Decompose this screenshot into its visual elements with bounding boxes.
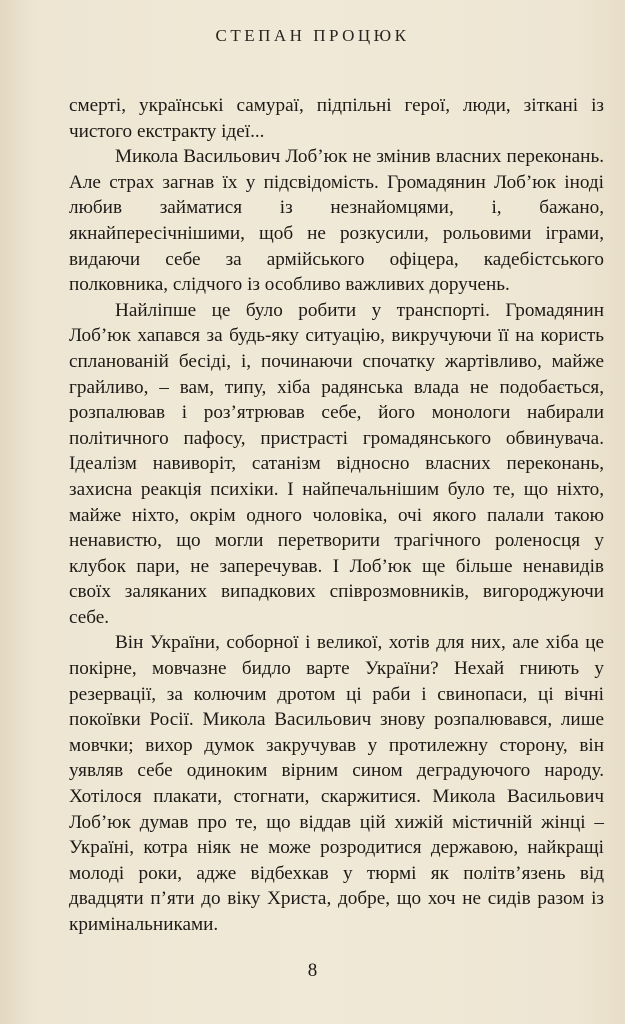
page-number: 8 [307, 960, 318, 981]
running-head-author: СТЕПАН ПРОЦЮК [215, 26, 410, 45]
paragraph-4: Він України, соборної і великої, хотів для них, але хіба це покірне, мовчазне бидло варте України? Нехай гниють у резервації, за колючим дротом ці раби і свинопаси, ці вічні покоївки Росії. Микола Васильович знову розпалювався, лише мовчки; вихор думок закручував у протилежну сторону, він уявляв себе одиноким вірним сином деградуючого народу. Хотілося плакати, стогнати, скаржитися. Микола Васильович Лоб’юк думав про те, що віддав цій хижій містичній жінці – Україні, котра ніяк не може розродитися державою, найкращі молоді роки, адже відбехкав у тюрмі як політв’язень від двадцяти п’яти до віку Христа, добре, що хоч не сидів разом із кримінальниками. [69, 632, 604, 935]
paragraph-3: Найліпше це було робити у транспорті. Громадянин Лоб’юк хапався за будь-яку ситуацію, викручуючи її на користь спланованій бесіді, і, починаючи спочатку жартівливо, майже грайливо, – вам, типу, хіба радянська влада не подобається, розпалював і роз’ятрював себе, його монологи набирали політичного пафосу, пристрасті громадянського обвинувача. Ідеалізм навиворіт, сатанізм відносно власних переконань, захисна реакція психіки. І найпечальнішим було те, що ніхто, майже ніхто, окрім одного чоловіка, очі якого палали такою ненавистю, що могли перетворити трагічного роленосця у клубок пари, не заперечував. І Лоб’юк ще більше ненавидів своїх заляканих випадкових співрозмовників, вигороджуючи себе. [69, 299, 604, 628]
paragraph-2: Микола Васильович Лоб’юк не змінив власних переконань. Але страх загнав їх у підсвідомість. Громадянин Лоб’юк іноді любив займатися із незнайомцями, і, бажано, якнайпересічнішими, щоб не розкусили, рольовими іграми, видаючи себе за армійського офіцера, кадебістського полковника, слідчого із особливо важливих доручень. [69, 146, 604, 296]
body-text [69, 93, 604, 938]
paragraph-1: смерті, українські самураї, підпільні герої, люди, зіткані із чистого екстракту ідеї... [69, 95, 604, 142]
